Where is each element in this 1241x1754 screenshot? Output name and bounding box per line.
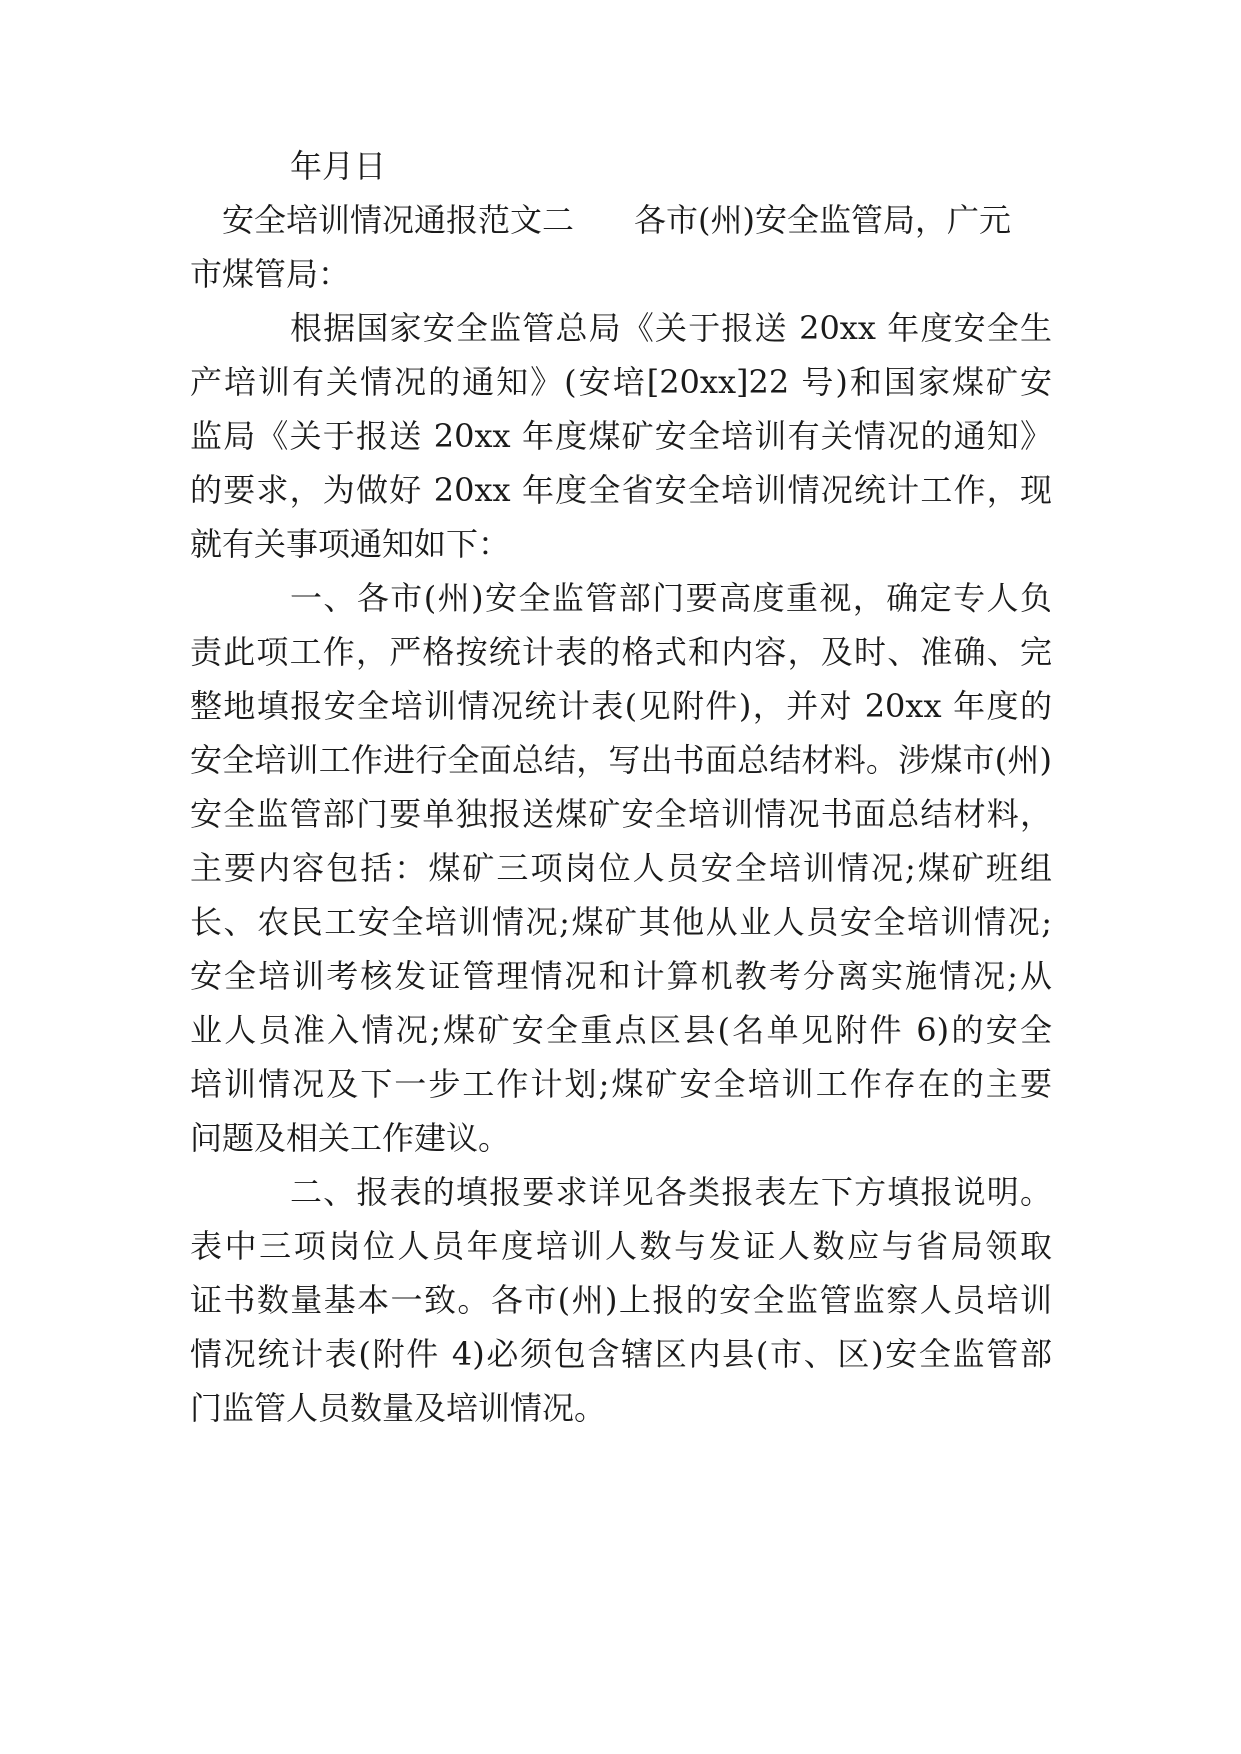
- paragraph3-line: 门监管人员数量及培训情况。: [190, 1389, 607, 1427]
- paragraph2-line: 问题及相关工作建议。: [190, 1119, 511, 1157]
- paragraph3-line: 情况统计表(附件 4)必须包含辖区内县(市、区)安全监管部: [190, 1335, 1052, 1373]
- paragraph2-line: 一、各市(州)安全监管部门要高度重视，确定专人负: [290, 579, 1052, 617]
- paragraph2-line: 整地填报安全培训情况统计表(见附件)，并对 20xx 年度的: [190, 687, 1052, 725]
- paragraph2-line: 安全监管部门要单独报送煤矿安全培训情况书面总结材料，: [190, 795, 1052, 833]
- paragraph2-line: 责此项工作，严格按统计表的格式和内容，及时、准确、完: [190, 633, 1052, 671]
- paragraph2-line: 安全培训考核发证管理情况和计算机教考分离实施情况;从: [190, 957, 1052, 995]
- paragraph3-line: 二、报表的填报要求详见各类报表左下方填报说明。: [290, 1173, 1052, 1211]
- paragraph1-line: 产培训有关情况的通知》(安培[20xx]22 号)和国家煤矿安: [190, 363, 1052, 401]
- recipients-part1: 各市(州)安全监管局，广元: [634, 201, 1011, 239]
- paragraph2-line: 业人员准入情况;煤矿安全重点区县(名单见附件 6)的安全: [190, 1011, 1052, 1049]
- paragraph1-line: 根据国家安全监管总局《关于报送 20xx 年度安全生: [290, 309, 1052, 347]
- paragraph2-line: 安全培训工作进行全面总结，写出书面总结材料。涉煤市(州): [190, 741, 1052, 779]
- paragraph3-line: 证书数量基本一致。各市(州)上报的安全监管监察人员培训: [190, 1281, 1052, 1319]
- paragraph2-line: 主要内容包括：煤矿三项岗位人员安全培训情况;煤矿班组: [190, 849, 1052, 887]
- date-line: 年月日: [290, 147, 387, 185]
- paragraph1-line: 就有关事项通知如下：: [190, 525, 511, 563]
- paragraph2-line: 长、农民工安全培训情况;煤矿其他从业人员安全培训情况;: [190, 903, 1052, 941]
- paragraph2-line: 培训情况及下一步工作计划;煤矿安全培训工作存在的主要: [190, 1065, 1052, 1103]
- recipients-line2: 市煤管局：: [190, 255, 351, 293]
- paragraph3-line: 表中三项岗位人员年度培训人数与发证人数应与省局领取: [190, 1227, 1052, 1265]
- paragraph1-line: 的要求，为做好 20xx 年度全省安全培训情况统计工作，现: [190, 471, 1052, 509]
- paragraph1-line: 监局《关于报送 20xx 年度煤矿安全培训有关情况的通知》: [190, 417, 1052, 455]
- header-line: [222, 200, 1052, 240]
- notice-title: 安全培训情况通报范文二: [222, 201, 575, 239]
